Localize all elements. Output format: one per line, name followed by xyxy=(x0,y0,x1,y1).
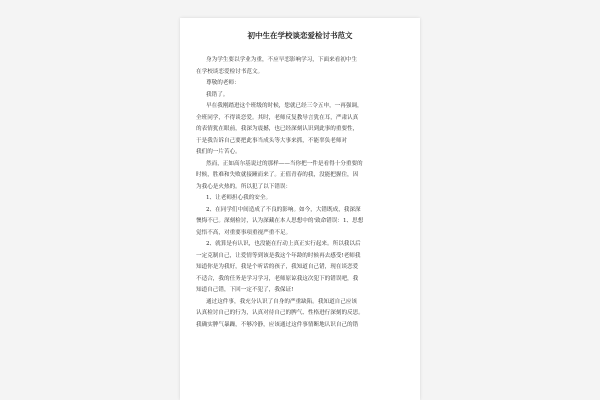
document-title: 初中生在学校谈恋爱检讨书范文 xyxy=(247,31,353,40)
text-line: 通过这件事，我充分认识了自身的严重缺陷。我知道自己应该 xyxy=(206,298,358,305)
text-line: 觉悟不高，对重要事项重视严重不足。 xyxy=(196,229,292,236)
text-line: 知道你是为我好，我是个听话的孩子，我知道自己错，现在谈恋爱 xyxy=(196,264,359,270)
text-line: 尊敬的老师： xyxy=(206,80,240,86)
text-line: 然而，正如高尔基说过的那样——当你把一件是看得十分重要的 xyxy=(206,160,363,167)
text-line: 一定克制自己，让爱情等到该是我这个年龄的时候再去感受!老师我 xyxy=(196,252,361,259)
text-line: 我们的一片苦心。 xyxy=(196,149,241,155)
text-line: 认真检讨自己的行为，认真对待自己的脾气、性格进行深刻的反思。 xyxy=(196,310,364,316)
text-line: 1、让老师担心我的安全。 xyxy=(206,195,272,201)
text-line: 于是我告诉自己要把此事当成头等大事来抓，不能辜负老师对 xyxy=(196,137,348,144)
text-line: 懊悔不已。深刻检讨，认为深藏在本人思想中的'致命错误：1、思想 xyxy=(196,218,364,224)
text-line: 为我心是火热的。所以犯了以下错误： xyxy=(196,183,292,190)
text-line: 全班同学，不得谈恋爱。其时，老师反复教导言犹在耳，严肃认真 xyxy=(196,114,359,121)
text-line: 我错了。 xyxy=(206,91,229,98)
text-line: 时候，胜难和失败就接踵而来了。正值青春的我，没能把握住，因 xyxy=(196,172,359,178)
text-line: 2、就算是有认识，也没能在行动上真正实行起来。所以我以后 xyxy=(206,241,361,247)
text-line: 2、在同学们中间造成了不良的影响。如今，大错既成，我深深 xyxy=(206,206,361,213)
text-line: 在学校谈恋爱检讨书范文。 xyxy=(196,68,264,75)
text-line: 的表情犹在眼前，我深为震撼，也已经深刻认识到此事的重要性， xyxy=(196,126,359,132)
text-line: 我确实脾气暴躁，不够冷静，应该通过这件事情断地认识自己的错 xyxy=(196,321,359,328)
document-page xyxy=(180,18,420,400)
text-line: 身为学生要以学业为重，不应早恋影响学习，下面来看初中生 xyxy=(206,57,358,63)
text-line: 早在我刚踏进这个班级的时候，您就已经三令五申，一再强调， xyxy=(206,103,363,109)
text-line: 不适合，我的任务是学习学习，老师原谅我这次犯下的错误吧，我 xyxy=(196,275,359,282)
text-line: 知道自己错，下回一定不犯了，我保证! xyxy=(196,287,294,293)
